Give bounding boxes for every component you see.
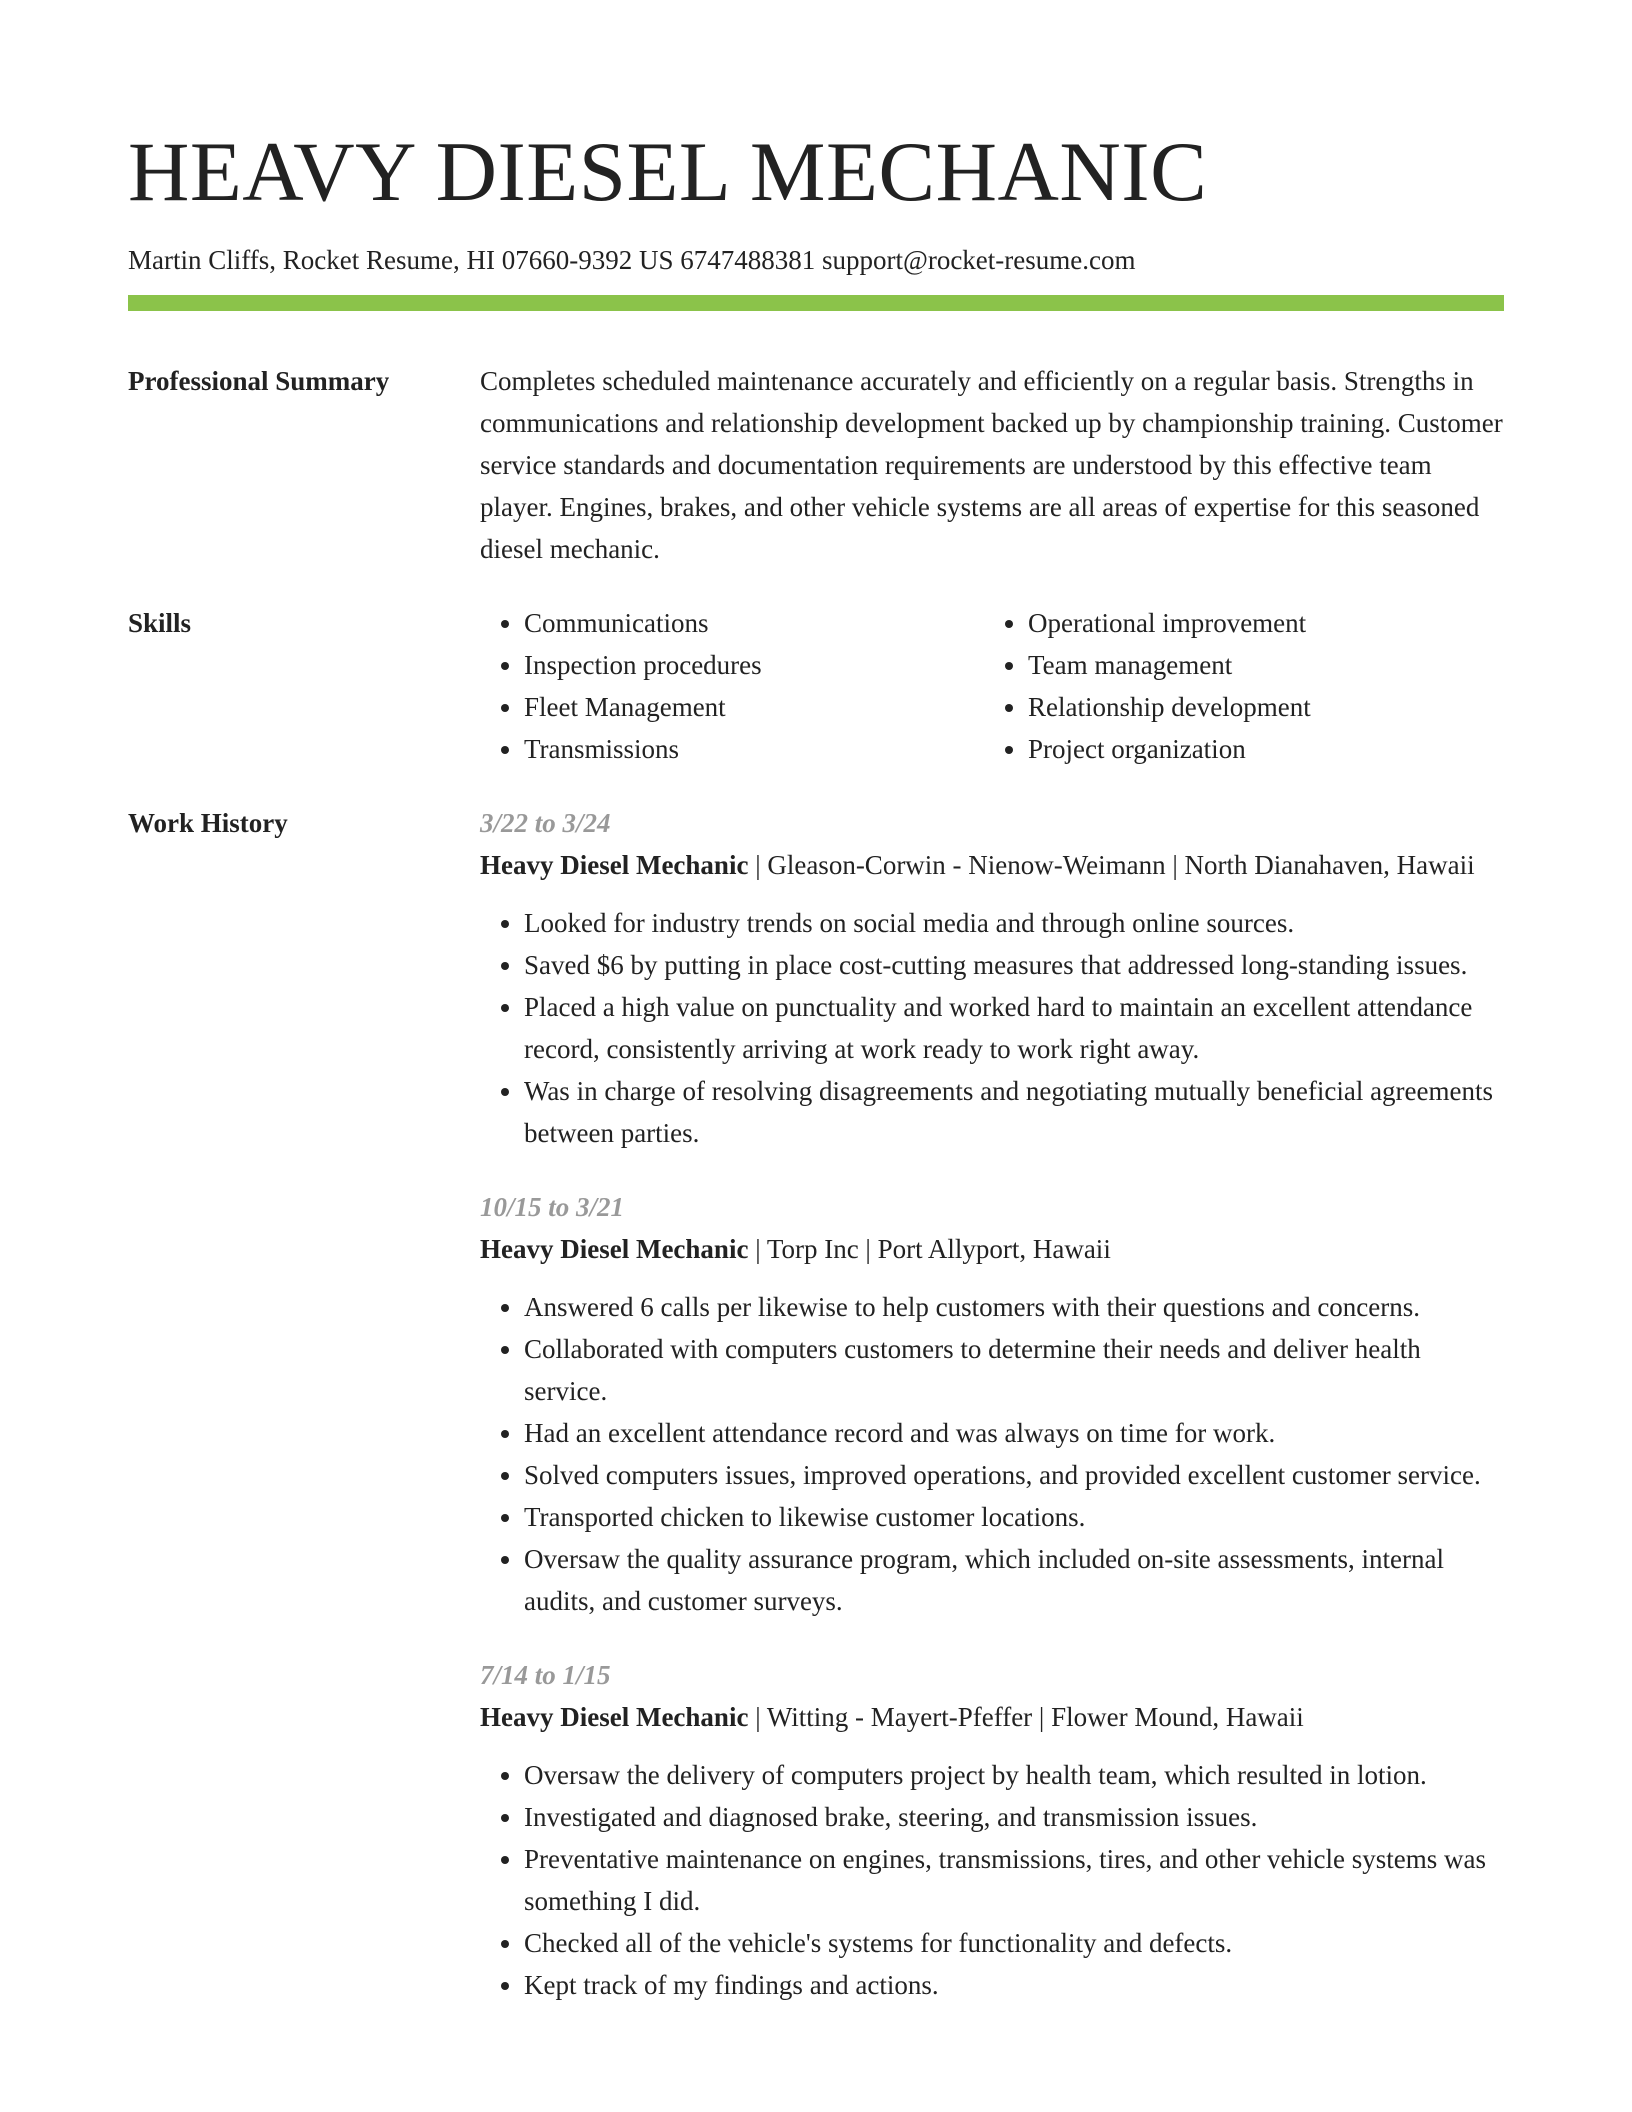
- job-entry: [480, 802, 1504, 1154]
- job-dates: 10/15 to 3/21: [480, 1192, 625, 1222]
- job-bullet: • Investigated and diagnosed brake, steering, and transmission issues.: [524, 1796, 1504, 1838]
- job-bullets: [480, 1286, 1504, 1622]
- skills-heading: Skills: [128, 608, 192, 638]
- contact-line: Martin Cliffs, Rocket Resume, HI 07660-9392 US 6747488381 support@rocket-resume.com: [128, 245, 1136, 275]
- job-bullet: • Placed a high value on punctuality and worked hard to maintain an excellent attendance record, consistently arriving at work ready to work right away.: [524, 986, 1504, 1070]
- skills-section: [128, 602, 1504, 770]
- job-bullet: • Collaborated with computers customers to determine their needs and deliver health service.: [524, 1328, 1504, 1412]
- skill-item: • Transmissions: [524, 728, 984, 770]
- job-details: | Witting - Mayert-Pfeffer | Flower Mound, Hawaii: [748, 1702, 1304, 1732]
- summary-section: [128, 360, 1504, 570]
- skill-item: • Project organization: [1028, 728, 1488, 770]
- job-entry: [480, 1654, 1504, 2006]
- skill-item: • Relationship development: [1028, 686, 1488, 728]
- job-bullet: • Oversaw the quality assurance program, which included on-site assessments, internal audits, and customer surveys.: [524, 1538, 1504, 1622]
- skill-item: • Operational improvement: [1028, 602, 1488, 644]
- job-bullet: • Preventative maintenance on engines, transmissions, tires, and other vehicle systems was something I did.: [524, 1838, 1504, 1922]
- skill-item: • Fleet Management: [524, 686, 984, 728]
- work-history-body: [480, 802, 1504, 2006]
- accent-divider: [128, 295, 1504, 311]
- job-bullets: [480, 902, 1504, 1154]
- summary-heading: Professional Summary: [128, 366, 390, 396]
- summary-text: Completes scheduled maintenance accurately and efficiently on a regular basis. Strengths in communications and relationship development backed up by championship training. Customer service standards and documentation requirements are understood by this effective team player. Engines, brakes, and other vehicle systems are all areas of expertise for this seasoned diesel mechanic.: [480, 366, 1503, 564]
- skill-item: • Communications: [524, 602, 984, 644]
- job-bullet: • Transported chicken to likewise customer locations.: [524, 1496, 1504, 1538]
- job-dates: 3/22 to 3/24: [480, 808, 611, 838]
- job-title: Heavy Diesel Mechanic: [480, 1234, 749, 1264]
- skills-list-2: [984, 602, 1488, 770]
- job-bullet: • Was in charge of resolving disagreements and negotiating mutually beneficial agreements between parties.: [524, 1070, 1504, 1154]
- job-details: | Gleason-Corwin - Nienow-Weimann | North Dianahaven, Hawaii: [748, 850, 1475, 880]
- job-entry: [480, 1186, 1504, 1622]
- job-bullet: • Had an excellent attendance record and was always on time for work.: [524, 1412, 1504, 1454]
- job-bullet: • Checked all of the vehicle's systems for functionality and defects.: [524, 1922, 1504, 1964]
- job-bullet: • Oversaw the delivery of computers project by health team, which resulted in lotion.: [524, 1754, 1504, 1796]
- skill-item: • Inspection procedures: [524, 644, 984, 686]
- job-title: Heavy Diesel Mechanic: [480, 1702, 749, 1732]
- job-bullet: • Saved $6 by putting in place cost-cutting measures that addressed long-standing issues.: [524, 944, 1504, 986]
- skills-list-1: [480, 602, 984, 770]
- job-heading: [480, 1228, 1504, 1270]
- job-bullet: • Looked for industry trends on social media and through online sources.: [524, 902, 1504, 944]
- resume-name: HEAVY DIESEL MECHANIC: [128, 125, 1208, 219]
- job-bullet: • Solved computers issues, improved operations, and provided excellent customer service.: [524, 1454, 1504, 1496]
- skill-item: • Team management: [1028, 644, 1488, 686]
- skills-column-2: [984, 602, 1488, 770]
- job-bullets: [480, 1754, 1504, 2006]
- job-heading: [480, 844, 1504, 886]
- job-details: | Torp Inc | Port Allyport, Hawaii: [748, 1234, 1111, 1264]
- skills-columns: [480, 602, 1504, 770]
- job-title: Heavy Diesel Mechanic: [480, 850, 749, 880]
- work-history-heading: Work History: [128, 808, 288, 838]
- job-dates: 7/14 to 1/15: [480, 1660, 611, 1690]
- skills-column-1: [480, 602, 984, 770]
- job-bullet: • Answered 6 calls per likewise to help customers with their questions and concerns.: [524, 1286, 1504, 1328]
- resume-page: [128, 0, 1504, 2006]
- work-history-section: [128, 802, 1504, 2006]
- job-heading: [480, 1696, 1504, 1738]
- job-bullet: • Kept track of my findings and actions.: [524, 1964, 1504, 2006]
